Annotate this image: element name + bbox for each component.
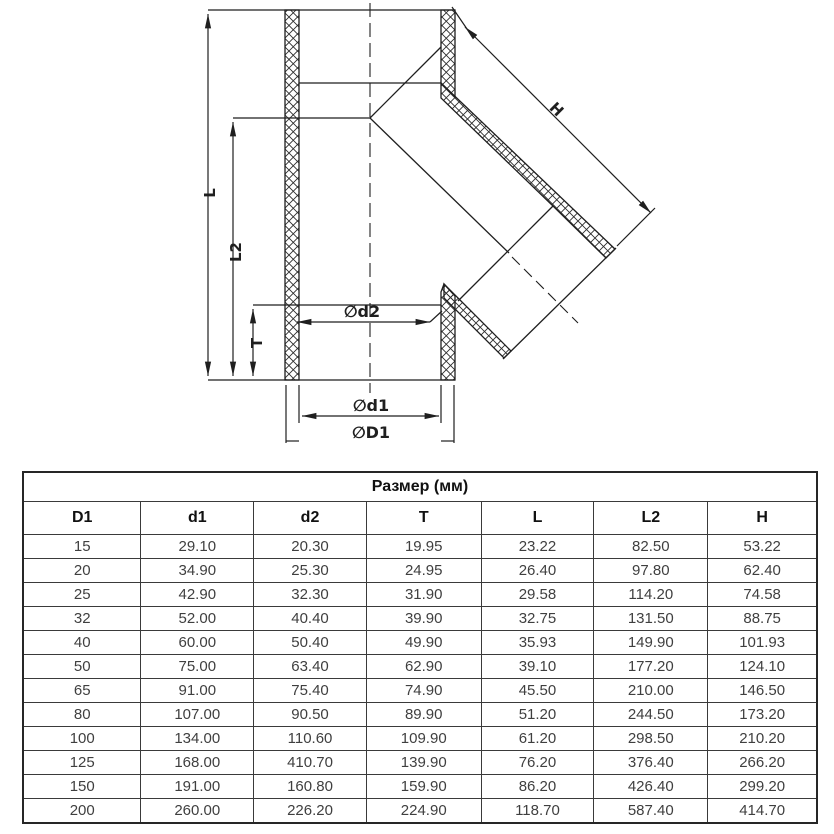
table-cell: 200 bbox=[23, 799, 141, 824]
table-cell: 139.90 bbox=[366, 751, 481, 775]
table-cell: 53.22 bbox=[708, 535, 817, 559]
table-cell: 146.50 bbox=[708, 679, 817, 703]
col-header-D1: D1 bbox=[23, 502, 141, 535]
table-cell: 118.70 bbox=[481, 799, 594, 824]
table-cell: 76.20 bbox=[481, 751, 594, 775]
table-cell: 80 bbox=[23, 703, 141, 727]
col-header-L: L bbox=[481, 502, 594, 535]
table-cell: 32 bbox=[23, 607, 141, 631]
table-cell: 134.00 bbox=[141, 727, 254, 751]
table-cell: 29.10 bbox=[141, 535, 254, 559]
table-cell: 32.30 bbox=[254, 583, 367, 607]
table-cell: 40.40 bbox=[254, 607, 367, 631]
table-cell: 159.90 bbox=[366, 775, 481, 799]
table-cell: 63.40 bbox=[254, 655, 367, 679]
table-cell: 109.90 bbox=[366, 727, 481, 751]
table-cell: 65 bbox=[23, 679, 141, 703]
table-cell: 97.80 bbox=[594, 559, 708, 583]
table-cell: 160.80 bbox=[254, 775, 367, 799]
table-cell: 25 bbox=[23, 583, 141, 607]
table-cell: 75.40 bbox=[254, 679, 367, 703]
table-cell: 125 bbox=[23, 751, 141, 775]
dim-H bbox=[465, 27, 651, 213]
table-title-row bbox=[23, 472, 817, 502]
table-cell: 52.00 bbox=[141, 607, 254, 631]
table-cell: 149.90 bbox=[594, 631, 708, 655]
table-cell: 587.40 bbox=[594, 799, 708, 824]
table-cell: 39.10 bbox=[481, 655, 594, 679]
table-cell: 29.58 bbox=[481, 583, 594, 607]
table-row bbox=[23, 679, 817, 703]
table-cell: 62.90 bbox=[366, 655, 481, 679]
table-cell: 50.40 bbox=[254, 631, 367, 655]
table-cell: 23.22 bbox=[481, 535, 594, 559]
col-header-d2: d2 bbox=[254, 502, 367, 535]
table-cell: 110.60 bbox=[254, 727, 367, 751]
table-cell: 50 bbox=[23, 655, 141, 679]
table-cell: 210.20 bbox=[708, 727, 817, 751]
table-cell: 244.50 bbox=[594, 703, 708, 727]
table-cell: 31.90 bbox=[366, 583, 481, 607]
table-cell: 114.20 bbox=[594, 583, 708, 607]
label-D1: ∅D1 bbox=[351, 423, 391, 442]
table-cell: 42.90 bbox=[141, 583, 254, 607]
table-row bbox=[23, 775, 817, 799]
table-cell: 414.70 bbox=[708, 799, 817, 824]
table-cell: 100 bbox=[23, 727, 141, 751]
table-row bbox=[23, 535, 817, 559]
table-cell: 40 bbox=[23, 631, 141, 655]
table-cell: 224.90 bbox=[366, 799, 481, 824]
table-cell: 82.50 bbox=[594, 535, 708, 559]
table-cell: 124.10 bbox=[708, 655, 817, 679]
table-cell: 299.20 bbox=[708, 775, 817, 799]
table-cell: 45.50 bbox=[481, 679, 594, 703]
label-d2: ∅d2 bbox=[343, 302, 381, 321]
table-row bbox=[23, 607, 817, 631]
label-L2: L2 bbox=[227, 242, 245, 262]
table-cell: 266.20 bbox=[708, 751, 817, 775]
table-cell: 51.20 bbox=[481, 703, 594, 727]
table-row bbox=[23, 799, 817, 824]
label-T: T bbox=[248, 337, 266, 349]
main-pipe-left-wall bbox=[285, 10, 299, 380]
table-cell: 88.75 bbox=[708, 607, 817, 631]
table-cell: 101.93 bbox=[708, 631, 817, 655]
table-cell: 298.50 bbox=[594, 727, 708, 751]
table-cell: 39.90 bbox=[366, 607, 481, 631]
table-cell: 49.90 bbox=[366, 631, 481, 655]
table-cell: 410.70 bbox=[254, 751, 367, 775]
label-d1: ∅d1 bbox=[352, 396, 390, 415]
size-table bbox=[22, 471, 818, 824]
table-row bbox=[23, 631, 817, 655]
table-cell: 20 bbox=[23, 559, 141, 583]
col-header-H: H bbox=[708, 502, 817, 535]
table-title: Размер (мм) bbox=[23, 472, 817, 502]
table-cell: 15 bbox=[23, 535, 141, 559]
table-row bbox=[23, 655, 817, 679]
table-cell: 90.50 bbox=[254, 703, 367, 727]
col-header-d1: d1 bbox=[141, 502, 254, 535]
table-cell: 191.00 bbox=[141, 775, 254, 799]
table-cell: 32.75 bbox=[481, 607, 594, 631]
col-header-L2: L2 bbox=[594, 502, 708, 535]
main-pipe-right-wall-top bbox=[441, 10, 455, 97]
table-cell: 62.40 bbox=[708, 559, 817, 583]
table-cell: 24.95 bbox=[366, 559, 481, 583]
table-cell: 91.00 bbox=[141, 679, 254, 703]
table-cell: 20.30 bbox=[254, 535, 367, 559]
table-row bbox=[23, 751, 817, 775]
table-cell: 260.00 bbox=[141, 799, 254, 824]
table-cell: 376.40 bbox=[594, 751, 708, 775]
table-cell: 173.20 bbox=[708, 703, 817, 727]
table-cell: 86.20 bbox=[481, 775, 594, 799]
table-header-row bbox=[23, 502, 817, 535]
table-cell: 25.30 bbox=[254, 559, 367, 583]
table-cell: 75.00 bbox=[141, 655, 254, 679]
table-cell: 26.40 bbox=[481, 559, 594, 583]
table-cell: 177.20 bbox=[594, 655, 708, 679]
table-cell: 60.00 bbox=[141, 631, 254, 655]
table-cell: 150 bbox=[23, 775, 141, 799]
table-row bbox=[23, 583, 817, 607]
table-cell: 426.40 bbox=[594, 775, 708, 799]
table-cell: 19.95 bbox=[366, 535, 481, 559]
label-L: L bbox=[201, 188, 219, 198]
table-row bbox=[23, 727, 817, 751]
table-cell: 168.00 bbox=[141, 751, 254, 775]
table-cell: 61.20 bbox=[481, 727, 594, 751]
table-cell: 131.50 bbox=[594, 607, 708, 631]
table-row bbox=[23, 703, 817, 727]
label-H: H bbox=[545, 98, 568, 121]
table-cell: 226.20 bbox=[254, 799, 367, 824]
col-header-T: T bbox=[366, 502, 481, 535]
table-cell: 107.00 bbox=[141, 703, 254, 727]
table-cell: 74.90 bbox=[366, 679, 481, 703]
table-cell: 89.90 bbox=[366, 703, 481, 727]
table-cell: 74.58 bbox=[708, 583, 817, 607]
table-cell: 34.90 bbox=[141, 559, 254, 583]
table-cell: 35.93 bbox=[481, 631, 594, 655]
table-cell: 210.00 bbox=[594, 679, 708, 703]
table-row bbox=[23, 559, 817, 583]
